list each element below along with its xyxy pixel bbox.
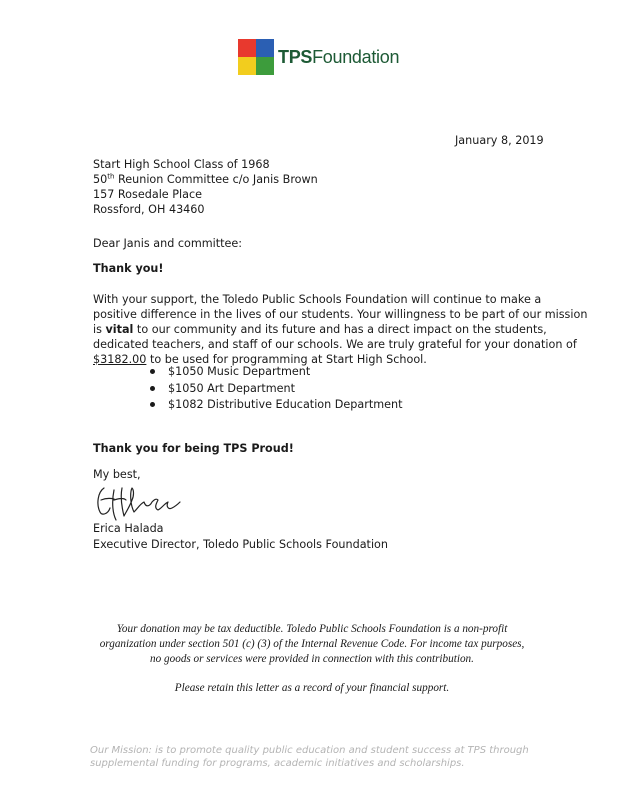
list-item: $1050 Music Department (150, 364, 403, 381)
recipient-address (93, 157, 318, 217)
thank-you-heading: Thank you! (93, 262, 164, 275)
signer-title: Executive Director, Toledo Public Schools Foundation (93, 538, 388, 551)
mission-statement: Our Mission: is to promote quality public education and student success at TPS through supplemental funding for programs, academic initiatives and scholarships. (90, 745, 529, 769)
tps-proud-line: Thank you for being TPS Proud! (93, 442, 294, 455)
signer-block (93, 521, 388, 553)
logo-squares-icon (238, 39, 274, 75)
address-line: 50th Reunion Committee c/o Janis Brown (93, 172, 318, 186)
letter-date: January 8, 2019 (455, 134, 544, 147)
address-line: Start High School Class of 1968 (93, 158, 270, 171)
signer-name: Erica Halada (93, 522, 164, 535)
donation-amount: $3182.00 (93, 353, 147, 366)
body-paragraph: With your support, the Toledo Public Schools Foundation will continue to make a positive difference in the lives of our students. Your willingness to be part of our mission is vital to our community and its future and has a direct impact on the students, dedicated teachers, and staff of our schools. We are truly grateful for your donation of $3182.00 to be used for programming at Start High School. (93, 293, 588, 366)
salutation: Dear Janis and committee: (93, 237, 243, 250)
logo-wordmark: TPSFoundation (278, 46, 400, 67)
address-line: 157 Rosedale Place (93, 188, 202, 201)
handwritten-signature (92, 478, 182, 524)
retain-notice: Please retain this letter as a record of your financial support. (174, 682, 450, 694)
closing: My best, (93, 468, 141, 481)
tps-foundation-logo (238, 38, 399, 76)
donation-list (150, 364, 403, 414)
list-item: $1082 Distributive Education Department (150, 397, 403, 414)
list-item: $1050 Art Department (150, 381, 403, 398)
address-line: Rossford, OH 43460 (93, 203, 205, 216)
tax-notice: Your donation may be tax deductible. Toledo Public Schools Foundation is a non-profit organization under section 501 (c) (3) of the Internal Revenue Code. For income tax purposes, no goods or services were provided in connection with this contribution. (99, 623, 525, 665)
